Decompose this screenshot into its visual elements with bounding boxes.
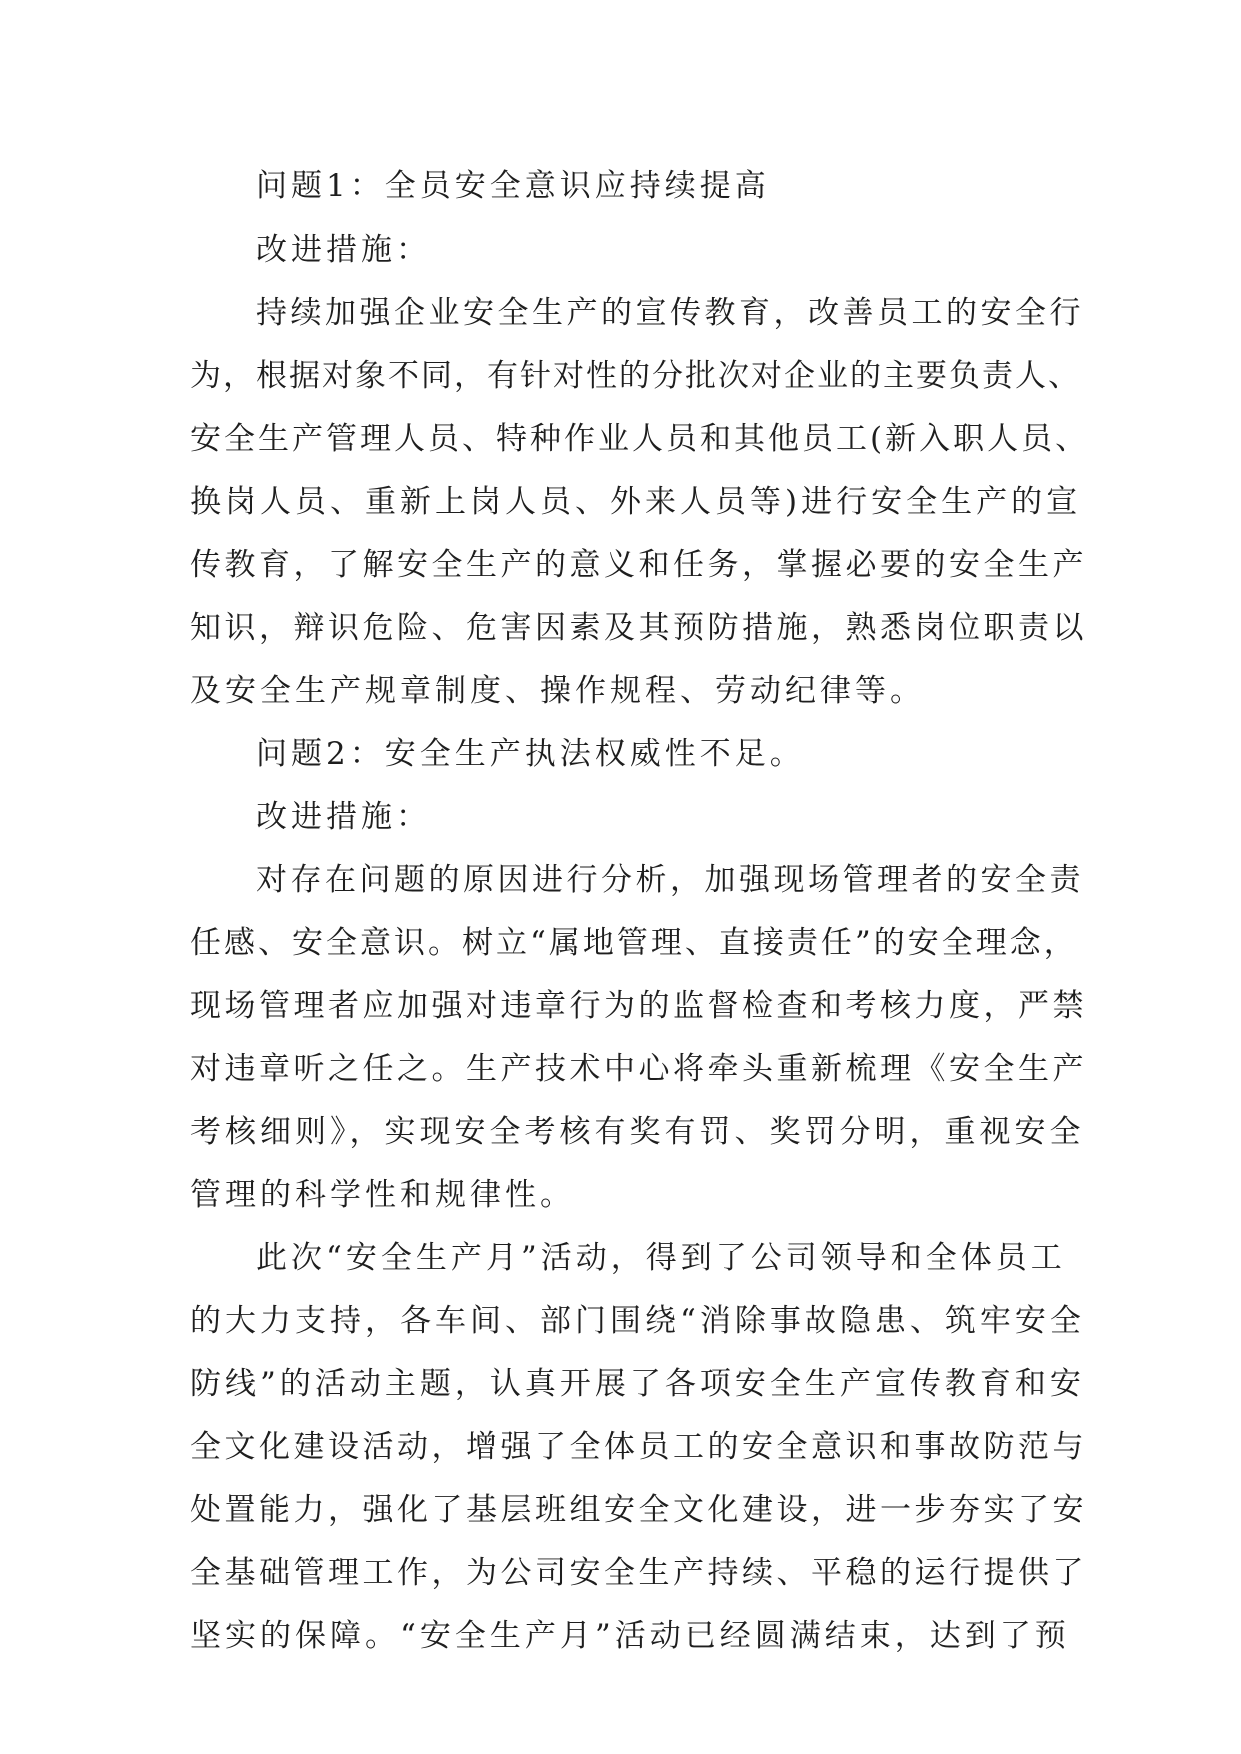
paragraph-line: 换岗人员、重新上岗人员、外来人员等)进行安全生产的宣 bbox=[190, 484, 1082, 520]
paragraph-line: 知识，辩识危险、危害因素及其预防措施，熟悉岗位职责以 bbox=[190, 610, 1087, 646]
paragraph-line: 管理的科学性和规律性。 bbox=[190, 1177, 575, 1213]
heading-measures-1: 改进措施： bbox=[256, 232, 431, 268]
paragraph-line: 及安全生产规章制度、操作规程、劳动纪律等。 bbox=[190, 673, 925, 709]
heading-issue-2: 问题2：安全生产执法权威性不足。 bbox=[256, 736, 805, 772]
paragraph-line: 处置能力，强化了基层班组安全文化建设，进一步夯实了安 bbox=[190, 1492, 1087, 1528]
paragraph-line: 任感、安全意识。树立“属地管理、直接责任”的安全理念， bbox=[190, 925, 1078, 961]
heading-issue-1: 问题1：全员安全意识应持续提高 bbox=[256, 168, 770, 204]
paragraph-line: 考核细则》，实现安全考核有奖有罚、奖罚分明，重视安全 bbox=[190, 1114, 1085, 1150]
paragraph-line: 持续加强企业安全生产的宣传教育，改善员工的安全行 bbox=[256, 295, 1084, 331]
paragraph-line: 对违章听之任之。生产技术中心将牵头重新梳理《安全生产 bbox=[190, 1051, 1087, 1087]
heading-measures-2: 改进措施： bbox=[256, 799, 431, 835]
paragraph-line: 现场管理者应加强对违章行为的监督检查和考核力度，严禁 bbox=[190, 988, 1087, 1024]
paragraph-line: 此次“安全生产月”活动，得到了公司领导和全体员工 bbox=[256, 1240, 1066, 1276]
paragraph-line: 防线”的活动主题，认真开展了各项安全生产宣传教育和安 bbox=[190, 1366, 1085, 1402]
paragraph-line: 全基础管理工作，为公司安全生产持续、平稳的运行提供了 bbox=[190, 1555, 1087, 1591]
paragraph-line: 为，根据对象不同，有针对性的分批次对企业的主要负责人、 bbox=[190, 358, 1081, 394]
paragraph-line: 的大力支持，各车间、部门围绕“消除事故隐患、筑牢安全 bbox=[190, 1303, 1085, 1339]
paragraph-line: 对存在问题的原因进行分析，加强现场管理者的安全责 bbox=[256, 862, 1084, 898]
paragraph-line: 传教育，了解安全生产的意义和任务，掌握必要的安全生产 bbox=[190, 547, 1087, 583]
paragraph-line: 安全生产管理人员、特种作业人员和其他员工(新入职人员、 bbox=[190, 421, 1090, 457]
paragraph-line: 全文化建设活动，增强了全体员工的安全意识和事故防范与 bbox=[190, 1429, 1087, 1465]
paragraph-line: 坚实的保障。“安全生产月”活动已经圆满结束，达到了预 bbox=[190, 1618, 1070, 1654]
